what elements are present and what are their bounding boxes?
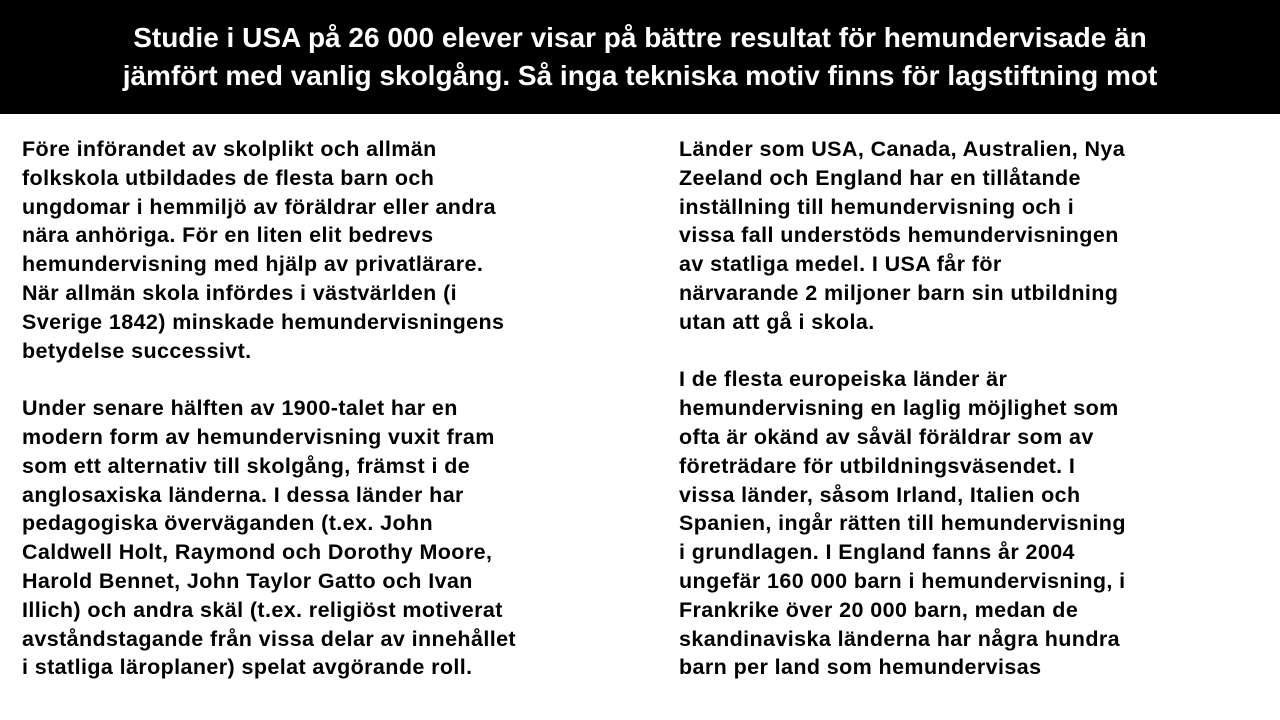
text-line: betydelse successivt. [22, 338, 252, 363]
title-line-2: jämfört med vanlig skolgång. Så inga tekniska motiv finns för lagstiftning mot [122, 60, 1158, 91]
left-column [22, 135, 662, 682]
text-line: ofta är okänd av såväl föräldrar som av [679, 424, 1094, 449]
paragraph-gap [22, 365, 662, 394]
text-line: ungefär 160 000 barn i hemundervisning, i [679, 568, 1126, 593]
text-line: utan att gå i skola. [679, 309, 875, 334]
right-paragraph-2 [679, 365, 1259, 682]
text-line: Före införandet av skolplikt och allmän [22, 137, 437, 161]
paragraph-gap [679, 337, 1259, 366]
text-line: Caldwell Holt, Raymond och Dorothy Moore, [22, 540, 493, 565]
title-line-1: Studie i USA på 26 000 elever visar på bättre resultat för hemundervisade än [133, 22, 1147, 53]
text-line: modern form av hemundervisning vuxit fram [22, 424, 495, 449]
text-line: Länder som USA, Canada, Australien, Nya [679, 137, 1126, 161]
text-line: vissa länder, såsom Irland, Italien och [679, 482, 1081, 507]
text-line: inställning till hemundervisning och i [679, 194, 1075, 219]
text-line: barn per land som hemundervisas [679, 655, 1042, 680]
text-line: Frankrike över 20 000 barn, medan de [679, 597, 1079, 622]
text-line: vissa fall understöds hemundervisningen [679, 223, 1119, 248]
right-paragraph-1 [679, 135, 1259, 337]
left-paragraph-2 [22, 394, 662, 682]
text-line: Harold Bennet, John Taylor Gatto och Ivan [22, 568, 473, 593]
text-line: närvarande 2 miljoner barn sin utbildning [679, 280, 1119, 305]
text-line: Zeeland och England har en tillåtande [679, 165, 1081, 190]
right-column [679, 135, 1259, 682]
text-line: i statliga läroplaner) spelat avgörande roll. [22, 655, 473, 680]
text-line: ungdomar i hemmiljö av föräldrar eller andra [22, 194, 497, 219]
text-line: I de flesta europeiska länder är [679, 367, 1008, 392]
text-line: hemundervisning med hjälp av privatlärare. [22, 252, 484, 277]
text-line: som ett alternativ till skolgång, främst i de [22, 453, 471, 478]
text-line: avståndstagande från vissa delar av innehållet [22, 626, 516, 651]
text-line: av statliga medel. I USA får för [679, 252, 1002, 277]
text-line: Illich) och andra skäl (t.ex. religiöst motiverat [22, 597, 503, 622]
text-line: nära anhöriga. För en liten elit bedrevs [22, 223, 434, 248]
text-line: i grundlagen. I England fanns år 2004 [679, 540, 1075, 565]
text-line: skandinaviska länderna har några hundra [679, 626, 1120, 651]
text-line: företrädare för utbildningsväsendet. I [679, 453, 1076, 478]
text-line: hemundervisning en laglig möjlighet som [679, 396, 1119, 421]
text-line: folkskola utbildades de flesta barn och [22, 165, 435, 190]
text-line: anglosaxiska länderna. I dessa länder har [22, 482, 464, 507]
text-line: Sverige 1842) minskade hemundervisningens [22, 309, 505, 334]
text-line: Spanien, ingår rätten till hemundervisning [679, 511, 1126, 536]
text-line: Under senare hälften av 1900-talet har en [22, 396, 458, 421]
text-line: pedagogiska överväganden (t.ex. John [22, 511, 434, 536]
title-bar [0, 0, 1280, 114]
text-line: När allmän skola infördes i västvärlden (i [22, 280, 458, 305]
left-paragraph-1 [22, 135, 662, 365]
